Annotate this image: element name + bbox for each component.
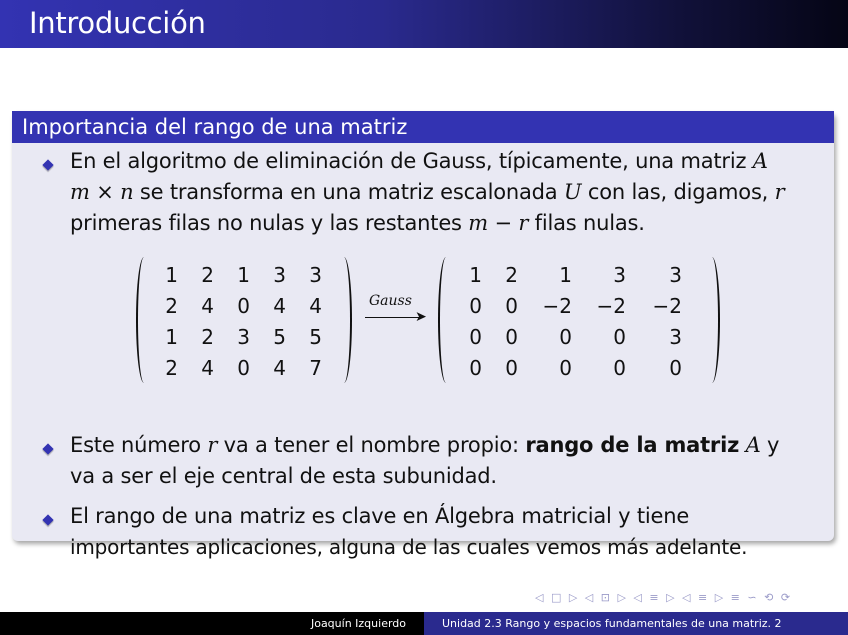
right-paren <box>704 257 720 383</box>
matrix-cell: 2 <box>201 325 214 349</box>
content-block <box>12 111 834 559</box>
matrix-cell: 4 <box>309 294 322 318</box>
math-var: n <box>120 180 134 204</box>
matrix-cell: 0 <box>237 294 250 318</box>
math-op: × <box>89 180 121 204</box>
matrix-cell: 0 <box>669 356 682 380</box>
matrix-cell: 4 <box>273 356 286 380</box>
matrix-cell: 5 <box>309 325 322 349</box>
matrix-cell: 1 <box>469 263 482 287</box>
matrix-cell: 3 <box>273 263 286 287</box>
matrix-cell: 4 <box>201 294 214 318</box>
matrix-cell: 0 <box>559 356 572 380</box>
block-heading: Importancia del rango de una matriz <box>12 111 834 143</box>
math-var: m <box>468 211 488 235</box>
navigation-icons[interactable]: ◁ □ ▷ ◁ ⊡ ▷ ◁ ≡ ▷ ◁ ≡ ▷ ≡ ∽ ⟲ ⟳ <box>535 591 793 604</box>
matrix-cell: 3 <box>237 325 250 349</box>
matrix-cell: 0 <box>505 325 518 349</box>
text-run: va a tener el nombre propio: <box>217 433 526 457</box>
footer <box>0 612 848 635</box>
item1-line1 <box>70 149 768 173</box>
block-body <box>12 143 834 559</box>
matrix-cell: 0 <box>469 356 482 380</box>
text-run: En el algoritmo de eliminación de Gauss, típicamente, una matriz <box>70 149 753 173</box>
item3-line1: El rango de una matriz es clave en Álgebra matricial y tiene <box>70 504 690 528</box>
matrix-cell: 2 <box>505 263 518 287</box>
math-var: A <box>745 433 761 457</box>
footer-unit-text: Unidad 2.3 Rango y espacios fundamentales de una matriz. <box>442 617 772 630</box>
matrix-cell: 0 <box>469 325 482 349</box>
bullet-icon <box>42 443 53 454</box>
matrix-right <box>438 257 720 383</box>
footer-author: Joaquín Izquierdo <box>0 612 424 635</box>
matrix-cell: 2 <box>201 263 214 287</box>
matrix-cell: 1 <box>237 263 250 287</box>
matrix-left <box>136 257 352 383</box>
matrix-cell: −2 <box>596 294 626 318</box>
text-run: se transforma en una matriz escalonada <box>133 180 564 204</box>
title-bar <box>0 0 848 48</box>
matrix-cell: 5 <box>273 325 286 349</box>
matrix-cell: 0 <box>469 294 482 318</box>
matrix-cell: 3 <box>613 263 626 287</box>
matrix-cell: 1 <box>165 263 178 287</box>
matrix-cell: 0 <box>559 325 572 349</box>
matrix-cell: 0 <box>237 356 250 380</box>
item1-line3 <box>70 211 645 235</box>
math-var: A <box>752 149 768 173</box>
matrix-cell: 1 <box>559 263 572 287</box>
bold-term: rango de la matriz <box>525 433 740 457</box>
matrix-cell: 0 <box>613 325 626 349</box>
math-var: U <box>563 180 582 204</box>
matrix-cell: 1 <box>165 325 178 349</box>
item2-line1 <box>70 433 779 457</box>
matrix-cell: 2 <box>165 356 178 380</box>
matrix-cell: 2 <box>165 294 178 318</box>
matrix-cell: 4 <box>201 356 214 380</box>
matrix-cell: 0 <box>613 356 626 380</box>
matrix-cell: 3 <box>309 263 322 287</box>
matrix-cell: 3 <box>669 325 682 349</box>
arrow-head-icon: ➤ <box>415 309 427 325</box>
matrix-cell: −2 <box>652 294 682 318</box>
matrix-cell: 7 <box>309 356 322 380</box>
right-paren <box>336 257 352 383</box>
arrow-label: Gauss <box>369 293 412 309</box>
text-run: filas nulas. <box>528 211 645 235</box>
matrix-cell: 4 <box>273 294 286 318</box>
item3-line2: importantes aplicaciones, alguna de las cuales vemos más adelante. <box>70 535 748 559</box>
math-var: m <box>70 180 90 204</box>
bullet-icon <box>42 514 53 525</box>
matrix-cell: −2 <box>542 294 572 318</box>
bullet-icon <box>42 159 53 170</box>
matrix-cell: 0 <box>505 356 518 380</box>
footer-unit <box>424 612 848 635</box>
text-run: Este número <box>70 433 208 457</box>
matrix-cell: 0 <box>505 294 518 318</box>
text-run: primeras filas no nulas y las restantes <box>70 211 469 235</box>
math-var: r <box>774 180 785 204</box>
math-op: − <box>487 211 519 235</box>
page-number: 2 <box>774 617 782 630</box>
item2-line2: va a ser el eje central de esta subunidad. <box>70 464 497 488</box>
item1-line2 <box>70 180 784 204</box>
matrix-cell: 3 <box>669 263 682 287</box>
math-var: r <box>207 433 218 457</box>
gauss-arrow <box>363 293 427 333</box>
text-run: y <box>760 433 780 457</box>
text-run: con las, digamos, <box>581 180 775 204</box>
slide-title: Introducción <box>29 6 206 40</box>
math-var: r <box>518 211 529 235</box>
